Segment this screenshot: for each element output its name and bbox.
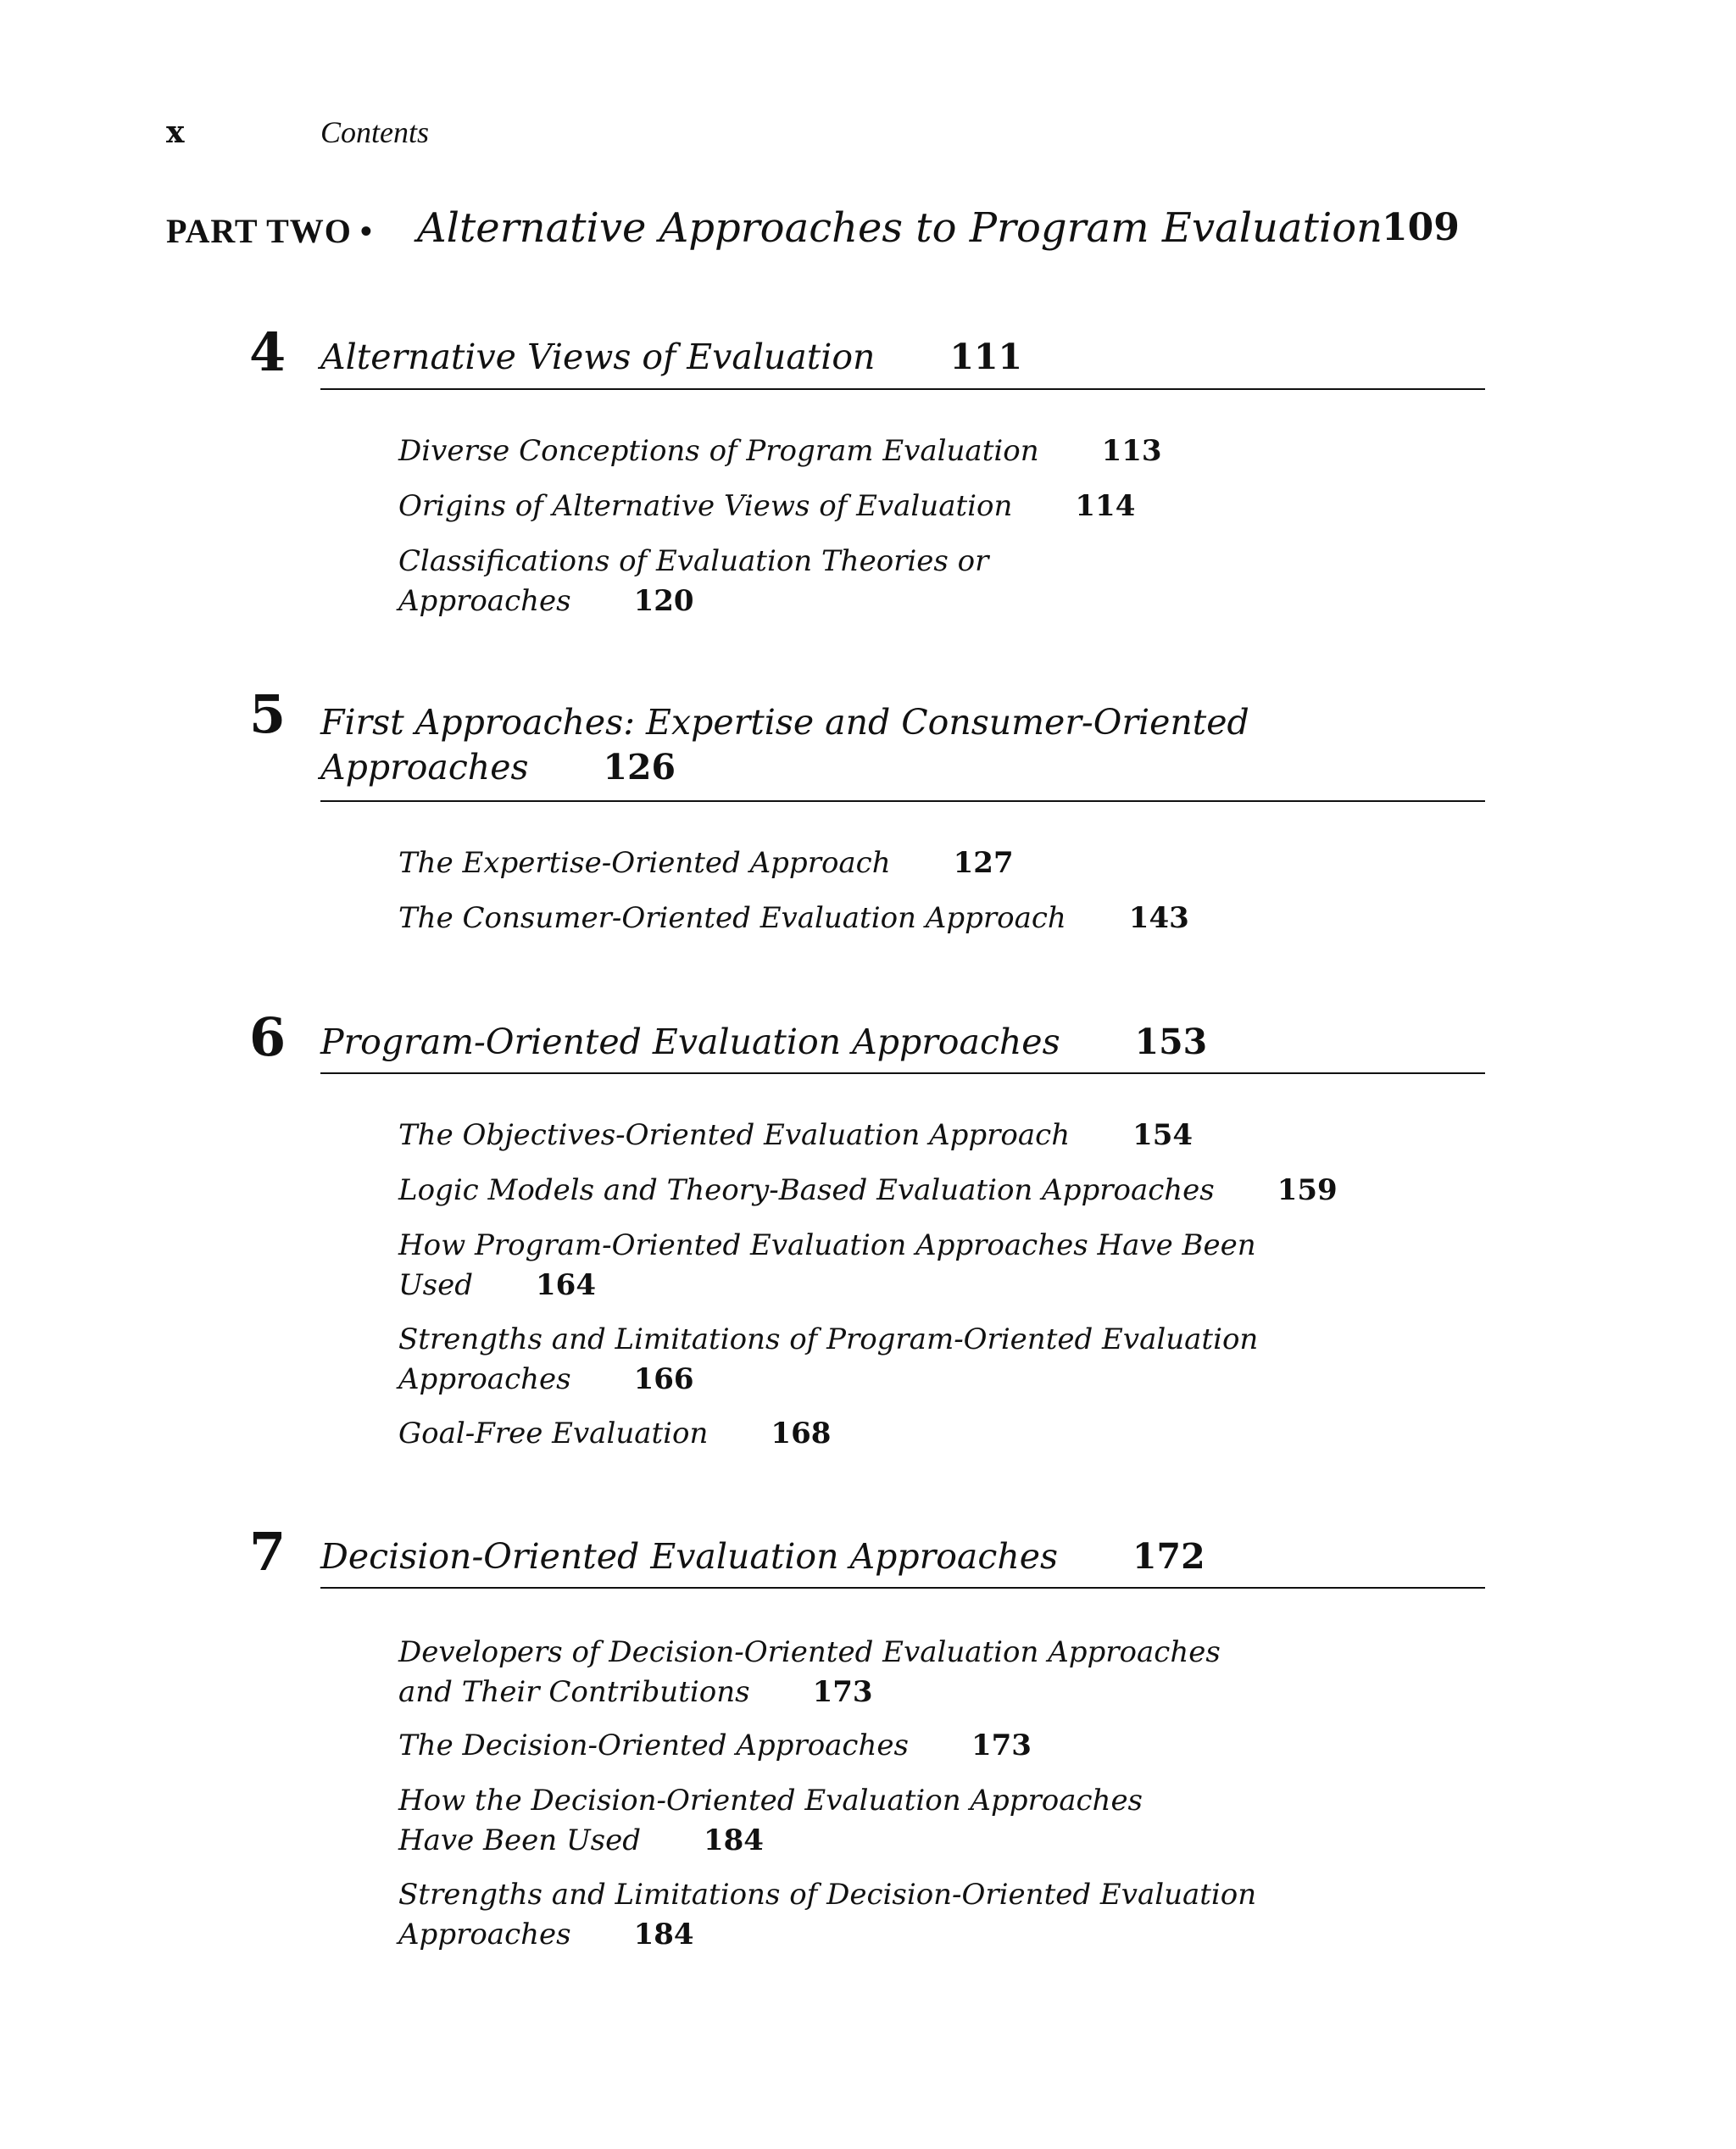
chapter-number: 6 bbox=[249, 1006, 287, 1068]
toc-entry[interactable] bbox=[398, 1414, 1348, 1454]
chapter-number: 5 bbox=[249, 683, 287, 745]
chapter-divider bbox=[320, 388, 1485, 390]
part-page-number: 109 bbox=[1382, 206, 1460, 249]
toc-entry[interactable] bbox=[398, 1226, 1348, 1306]
entry-title-line1: Classifications of Evaluation Theories or bbox=[398, 544, 989, 578]
entry-title-line2: Approaches bbox=[398, 1918, 571, 1951]
chapter-page-number: 126 bbox=[603, 747, 676, 788]
entry-page-number: 113 bbox=[1101, 434, 1162, 468]
entry-title: The Expertise-Oriented Approach bbox=[398, 846, 891, 880]
entry-title: The Decision-Oriented Approaches bbox=[398, 1729, 909, 1762]
toc-entry[interactable] bbox=[398, 487, 1348, 526]
chapter-page-number: 153 bbox=[1134, 1022, 1208, 1062]
chapter-title-text: Program-Oriented Evaluation Approaches bbox=[320, 1022, 1060, 1062]
chapter-page-number: 111 bbox=[949, 337, 1023, 377]
entry-page-number: 154 bbox=[1132, 1118, 1194, 1152]
part-bullet: • bbox=[359, 212, 373, 250]
toc-entry[interactable] bbox=[398, 899, 1348, 938]
toc-entry[interactable] bbox=[398, 1633, 1348, 1712]
chapter-page-number: 172 bbox=[1132, 1536, 1205, 1577]
entry-title: The Objectives-Oriented Evaluation Approach bbox=[398, 1118, 1071, 1152]
entry-title: The Consumer-Oriented Evaluation Approach bbox=[398, 901, 1066, 935]
entry-page-number: 159 bbox=[1277, 1173, 1338, 1207]
entry-title-line1: Strengths and Limitations of Program-Oriented Evaluation bbox=[398, 1322, 1259, 1356]
entry-title-line1: Strengths and Limitations of Decision-Oriented Evaluation bbox=[398, 1878, 1257, 1912]
chapter-title[interactable] bbox=[320, 335, 1338, 380]
toc-entry[interactable] bbox=[398, 1171, 1348, 1211]
entry-page-number: 164 bbox=[536, 1268, 596, 1302]
toc-entry[interactable] bbox=[398, 1320, 1348, 1400]
entry-title: Logic Models and Theory-Based Evaluation Approaches bbox=[398, 1173, 1215, 1207]
entry-page-number: 143 bbox=[1128, 901, 1189, 935]
entry-page-number: 120 bbox=[633, 584, 694, 618]
entry-page-number: 173 bbox=[971, 1729, 1032, 1762]
chapter-divider bbox=[320, 800, 1485, 802]
running-title: Contents bbox=[320, 115, 430, 149]
chapter-title[interactable] bbox=[320, 1020, 1338, 1065]
entry-title-line1: Developers of Decision-Oriented Evaluation Approaches bbox=[398, 1635, 1221, 1669]
toc-entry[interactable] bbox=[398, 843, 1348, 883]
entry-title: Diverse Conceptions of Program Evaluation bbox=[398, 434, 1039, 468]
part-label-text: PART TWO bbox=[166, 212, 352, 250]
chapter-title-line1: First Approaches: Expertise and Consumer-Oriented bbox=[320, 702, 1249, 743]
entry-page-number: 127 bbox=[953, 846, 1014, 880]
chapter-divider bbox=[320, 1072, 1485, 1074]
chapter-number: 4 bbox=[249, 321, 287, 383]
chapter-title[interactable] bbox=[320, 1534, 1338, 1579]
chapter-title-text: Alternative Views of Evaluation bbox=[320, 337, 876, 377]
part-title: Alternative Approaches to Program Evaluation bbox=[417, 204, 1383, 252]
entry-page-number: 168 bbox=[771, 1417, 832, 1450]
part-label bbox=[166, 206, 373, 257]
entry-title-line2: Approaches bbox=[398, 584, 571, 618]
toc-entry[interactable] bbox=[398, 542, 1348, 621]
chapter-title-line2: Approaches bbox=[320, 747, 529, 788]
entry-title: Origins of Alternative Views of Evaluation bbox=[398, 489, 1013, 523]
page-number: x bbox=[166, 114, 185, 150]
toc-entry[interactable] bbox=[398, 1781, 1348, 1861]
toc-entry[interactable] bbox=[398, 1726, 1348, 1766]
entry-page-number: 114 bbox=[1075, 489, 1136, 523]
entry-title-line1: How the Decision-Oriented Evaluation Approaches bbox=[398, 1784, 1143, 1818]
entry-page-number: 173 bbox=[812, 1675, 873, 1709]
entry-title-line2: Approaches bbox=[398, 1362, 571, 1396]
entry-page-number: 184 bbox=[703, 1823, 764, 1857]
entry-title-line1: How Program-Oriented Evaluation Approaches Have Been bbox=[398, 1228, 1256, 1262]
entry-title: Goal-Free Evaluation bbox=[398, 1417, 709, 1450]
chapter-title[interactable] bbox=[320, 700, 1338, 790]
chapter-number: 7 bbox=[249, 1521, 287, 1583]
chapter-title-text: Decision-Oriented Evaluation Approaches bbox=[320, 1536, 1059, 1577]
entry-title-line2: Used bbox=[398, 1268, 473, 1302]
chapter-divider bbox=[320, 1587, 1485, 1589]
entry-title-line2: and Their Contributions bbox=[398, 1675, 750, 1709]
entry-page-number: 184 bbox=[633, 1918, 694, 1951]
toc-entry[interactable] bbox=[398, 1116, 1348, 1155]
toc-entry[interactable] bbox=[398, 431, 1348, 471]
entry-title-line2: Have Been Used bbox=[398, 1823, 641, 1857]
toc-entry[interactable] bbox=[398, 1875, 1348, 1955]
entry-page-number: 166 bbox=[633, 1362, 694, 1396]
